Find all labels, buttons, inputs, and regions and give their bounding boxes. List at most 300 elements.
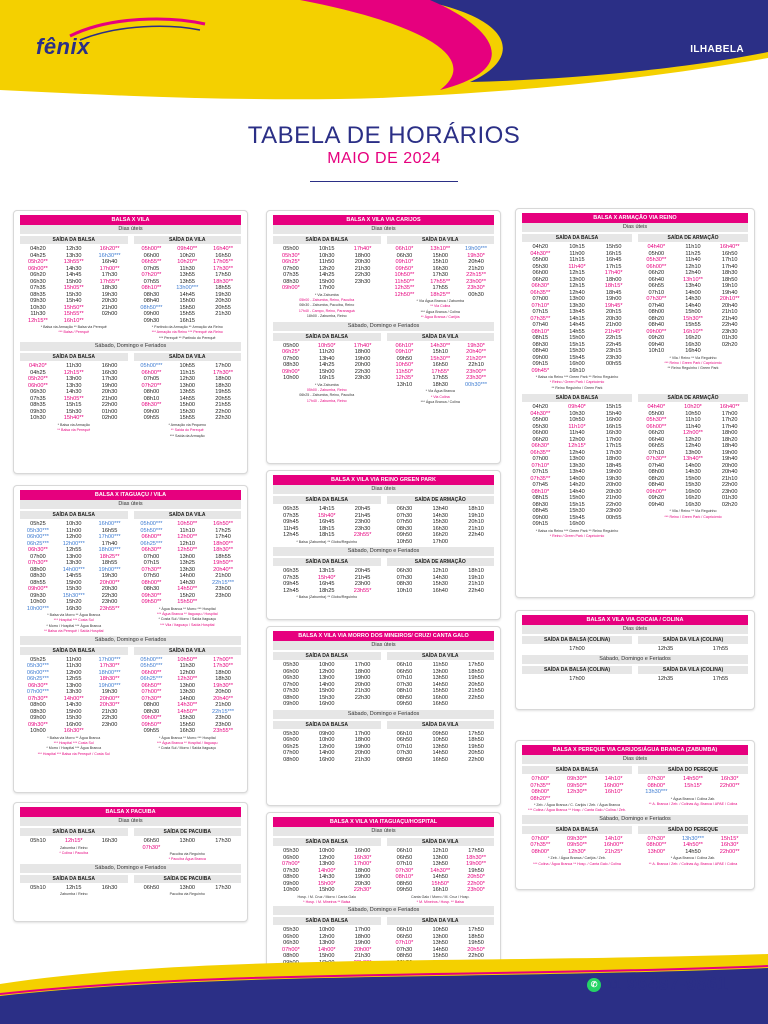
departure-time: 08h00 [143, 389, 160, 396]
departure-time: 14h30** [177, 702, 198, 709]
card-balsa-itaguacu-vila [13, 485, 248, 793]
departure-time: 07h35** [530, 475, 551, 482]
departure-time: 09h50** [567, 782, 587, 789]
departure-time: 16h00*** [98, 521, 121, 527]
departure-time: 16h30 [101, 838, 118, 844]
departure-time: 14h50 [432, 681, 449, 688]
departure-time: 10h50** [177, 521, 198, 527]
departure-time: 15h50 [432, 953, 449, 960]
time-grid [387, 506, 495, 545]
departure-time: 18h00 [354, 867, 371, 874]
departure-time: 04h25 [30, 369, 46, 376]
departure-time: 06h00** [141, 534, 162, 540]
departure-time: 10h00 [283, 887, 299, 893]
departure-time: 13h00 [179, 553, 196, 560]
departure-time: 12h10 [179, 540, 196, 547]
departure-time: 16h00 [569, 521, 585, 528]
schedule-day-type: Dias úteis [273, 485, 494, 494]
departure-time: 16h00 [354, 848, 371, 854]
schedule-column [638, 766, 748, 813]
column-title: SAÍDA DA BALSA [273, 838, 381, 846]
departure-time: 10h00 [283, 375, 299, 382]
departure-time: 13h30 [179, 689, 196, 696]
schedule-footnote: ** Saída do Perequê [170, 428, 204, 433]
departure-time: 06h00** [646, 263, 667, 270]
departure-time: 09h30 [30, 298, 46, 304]
schedule-footnote: *** Água Branca / Colina [420, 309, 460, 314]
departure-time: 08h10* [531, 328, 550, 335]
departure-time: 07h30** [27, 695, 48, 702]
departure-time: 06h30* [531, 283, 550, 289]
departure-time: 06h00 [283, 737, 299, 743]
departure-time: 09h00 [143, 408, 160, 415]
departure-time: 15h30 [685, 482, 701, 489]
departure-time: 07h35** [530, 842, 551, 849]
departure-time: 14h30 [432, 574, 449, 581]
departure-time: 19h00*** [98, 682, 121, 689]
schedule-footnote: * Balsa via Reino *** Green Park ** Reino Reguinho [535, 528, 619, 533]
schedule-section [516, 634, 754, 655]
departure-time: 05h30*** [26, 663, 49, 670]
departure-time: 06h55 [648, 443, 665, 450]
departure-time: 16h40** [213, 246, 234, 252]
departure-time: 10h15 [569, 244, 585, 250]
departure-time: 06h25*** [26, 676, 49, 683]
departure-time: 19h30 [101, 291, 118, 298]
departure-time: 07h30* [647, 835, 666, 842]
departure-time: 13h00 [432, 668, 449, 675]
card-balsa-vila-reino-green-park [266, 470, 501, 620]
departure-time: 11h45 [283, 525, 299, 532]
departure-time: 12h10 [685, 263, 701, 270]
departure-time: 17h30 [432, 272, 449, 278]
departure-time: 13h40 [318, 355, 335, 362]
departure-time: 18h00 [354, 252, 371, 259]
schedule-footnote: *** Hospital *** Costa Sul [53, 741, 94, 746]
schedule-footnote: * Balsa via Morro ** Água Branca [47, 735, 101, 740]
departure-time: 14h50 [432, 750, 449, 756]
column-title: SAÍDA DE PACUIBA [134, 875, 242, 883]
schedule-section [14, 826, 247, 864]
departure-time: 11h10* [568, 423, 586, 430]
departure-time: 08h30 [143, 291, 160, 298]
departure-time: 08h40 [648, 322, 665, 328]
departure-time: 08h00 [283, 756, 299, 763]
departure-time: 07h50 [396, 519, 413, 525]
schedule-footnote: *** Perequê ** Partindo do Perequê [158, 335, 216, 340]
departure-time: 15h15 [605, 404, 622, 411]
schedule-footnote: Hosp. / M. Cruz / Morro / Canta Galo [297, 894, 357, 899]
departure-time: 21h40 [721, 315, 738, 322]
departure-time: 17h00 [605, 436, 622, 443]
departure-time: 23h55** [99, 605, 120, 612]
schedule-footnote: * Pacuíba Água Branca [168, 857, 206, 862]
departure-time: 12h20 [318, 265, 335, 272]
phone-number: 96497-9861 [626, 974, 728, 994]
schedule-column [273, 652, 381, 708]
schedule-footnote: * Balsa via Armação [57, 422, 90, 427]
schedule-day-type: Sábado, Domingo e Feriados [20, 342, 241, 351]
departure-time: 06h00 [283, 933, 299, 940]
departure-time: 20h10 [468, 519, 484, 525]
departure-time: 16h10** [683, 328, 703, 335]
departure-time: 15h15* [684, 782, 702, 789]
departure-time [345, 285, 381, 292]
departure-time: 18h00*** [98, 669, 121, 676]
departure-time: 20h30 [605, 315, 622, 322]
departure-time: 20h15 [605, 309, 622, 315]
column-title: SAÍDA DA BALSA [273, 558, 381, 566]
departure-time: 13h00 [179, 682, 196, 689]
card-title: BALSA X VILA VIA CARIJOS [273, 215, 494, 225]
whatsapp-icon: ✆ [587, 978, 601, 992]
departure-time: 17h55* [431, 368, 450, 375]
departure-time: 07h00 [30, 553, 46, 560]
departure-time: 11h25 [685, 250, 701, 257]
departure-time: 12h15* [568, 443, 586, 450]
departure-time: 18h55 [215, 285, 231, 291]
departure-time: 12h00 [65, 669, 82, 676]
departure-time: 15h50 [432, 688, 449, 694]
departure-time: 06h20 [648, 430, 665, 437]
departure-time: 12h00 [318, 933, 335, 940]
departure-time: 15h30 [65, 586, 82, 592]
departure-time: 08h45 [532, 508, 549, 515]
departure-time: 07h30 [396, 946, 413, 953]
departure-time: 21h45 [354, 512, 371, 519]
schedule-section [14, 351, 247, 440]
column-title: SAÍDA DA VILA [134, 236, 242, 244]
departure-time: 05h30 [532, 423, 549, 430]
departure-time: 15h50 [179, 304, 196, 311]
departure-time: 14h45 [179, 291, 196, 298]
departure-time: 17h55 [432, 375, 449, 382]
schedule-footnote: * Via Água Branca [425, 389, 455, 394]
departure-time: 20h40 [721, 302, 738, 309]
departure-time: 19h50 [468, 675, 484, 681]
departure-time: 13h00 [318, 675, 335, 681]
departure-time: 13h55 [179, 389, 196, 396]
departure-time: 16h00 [65, 721, 82, 728]
departure-time: 19h00** [466, 861, 487, 867]
schedule-footnote: * Zeb. / Água Branca / C. Carijós / Zeb. / Água Branca [533, 803, 621, 807]
departure-time: 07h40 [648, 462, 665, 469]
departure-time: 11h30 [179, 663, 195, 670]
card-title: BALSA X ITAGUAÇU / VILA [20, 490, 241, 500]
departure-time: 07h10 [396, 743, 413, 750]
departure-time: 16h40** [719, 244, 740, 250]
departure-time: 07h20** [141, 382, 162, 389]
departure-time: 07h00* [282, 861, 300, 867]
departure-time: 17h00*** [98, 534, 121, 540]
departure-time: 15h55 [179, 311, 196, 317]
departure-time: 00h30 [468, 291, 484, 298]
departure-time: 04h25 [30, 252, 46, 259]
phone-area-code: 11 [607, 977, 621, 992]
departure-time: 11h10 [685, 244, 701, 250]
departure-time: 08h30 [283, 278, 299, 285]
departure-time: 16h30* [720, 776, 739, 782]
time-grid [20, 885, 128, 892]
departure-time: 10h30 [569, 410, 585, 417]
schedule-footnote: Canta Galo / Morro / M. Cruz / Hosp. [410, 894, 470, 899]
schedule-column [522, 394, 632, 538]
departure-time: 14h20 [569, 482, 585, 489]
column-title: SAÍDA DA BALSA [273, 721, 381, 729]
departure-time: 06h00** [27, 382, 48, 389]
schedule-footnote: * Água Branca / Colina Zab. [670, 796, 716, 801]
departure-time: 15h45 [569, 514, 585, 521]
departure-time: 06h30 [283, 675, 299, 681]
departure-time: 13h40 [569, 469, 585, 476]
schedule-section [267, 494, 500, 547]
departure-time: 22h30 [101, 715, 118, 722]
schedule-day-type: Dias úteis [522, 223, 748, 232]
departure-time: 20h00** [99, 579, 120, 586]
time-grid [387, 731, 495, 764]
time-grid [522, 776, 632, 802]
departure-time: 13h50 [432, 940, 449, 947]
departure-time: 18h25 [318, 587, 335, 594]
page-title: TABELA DE HORÁRIOS [247, 122, 521, 149]
schedule-column [387, 496, 495, 545]
departure-time: 18h00 [354, 668, 371, 675]
departure-time: 07h30 [283, 688, 299, 694]
departure-time: 09h20 [648, 495, 665, 502]
departure-time: 23h00 [215, 721, 231, 728]
column-title: SAÍDA DE ARMAÇÃO [387, 496, 495, 504]
departure-time: 07h50 [143, 573, 160, 579]
time-grid [273, 506, 381, 539]
departure-time: 19h00 [354, 355, 371, 362]
departure-time: 19h00 [721, 449, 738, 456]
departure-time: 05h50*** [140, 663, 163, 670]
departure-time: 17h55 [432, 285, 449, 291]
departure-time: 15h30 [569, 508, 585, 515]
departure-time [92, 728, 128, 735]
column-title: SAÍDA DA BALSA [20, 511, 128, 519]
departure-time: 20h00 [354, 750, 371, 756]
departure-time: 18h30 [101, 285, 118, 291]
departure-time: 15h40 [605, 410, 622, 417]
departure-time: 07h00* [531, 835, 550, 842]
departure-time: 21h30 [354, 265, 371, 272]
departure-time: 19h00 [354, 940, 371, 947]
departure-time: 16h30 [685, 341, 701, 348]
departure-time: 08h00 [648, 469, 665, 476]
departure-time: 12h50** [177, 547, 198, 553]
departure-time: 09h40* [568, 404, 586, 411]
departure-time: 16h00 [318, 701, 335, 707]
departure-time: 21h25* [604, 848, 623, 855]
departure-time: 06h30 [30, 389, 46, 396]
departure-time: 07h30 [396, 681, 413, 688]
departure-time: 06h40 [648, 436, 665, 443]
departure-time: 20h30 [354, 259, 371, 265]
departure-time: 08h30 [396, 525, 413, 532]
departure-time: 06h00 [532, 430, 549, 437]
departure-time: 07h30* [395, 867, 414, 874]
departure-time: 14h50 [685, 848, 701, 855]
departure-time: 17h40 [215, 534, 231, 540]
departure-time: 18h30** [213, 278, 234, 285]
departure-time: 07h05 [143, 265, 160, 272]
card-title: BALSA X PEREQUE VIA CARIJOS/ÁGUA BRANCA (ZABUMBA) [522, 745, 748, 755]
departure-time: 14h30 [65, 389, 82, 396]
schedule-footnote: * Balsa via Armação ** Balsa via Perequê [40, 325, 107, 329]
departure-time: 08h10* [531, 488, 550, 495]
departure-time: 20h00 [721, 462, 738, 469]
departure-time: 06h35 [283, 506, 299, 512]
departure-time: 12h15** [63, 369, 84, 376]
departure-time: 18h40 [721, 443, 738, 450]
departure-time: 19h00*** [98, 566, 121, 573]
departure-time: 22h40 [721, 322, 738, 328]
departure-time [559, 796, 596, 803]
schedule-column [638, 234, 748, 390]
departure-time: 07h30** [141, 695, 162, 702]
column-title: SAÍDA DA BALSA [20, 236, 128, 244]
departure-time: 06h00** [141, 369, 162, 376]
schedule-day-type: Sábado, Domingo e Feriados [522, 815, 748, 824]
departure-time: 06h25*** [140, 676, 163, 683]
departure-time: 08h30 [143, 708, 160, 715]
departure-time: 21h30 [354, 953, 371, 960]
departure-time: 16h10 [569, 367, 585, 374]
departure-time: 12h10 [432, 568, 449, 574]
schedule-section [14, 873, 247, 899]
departure-time: 20h10** [719, 296, 740, 302]
departure-time: 14h50** [177, 586, 198, 592]
departure-time: 14h30 [432, 512, 449, 519]
schedule-footnote: * M. Mineiros / Hosp. ** Balsa [416, 899, 464, 904]
time-grid [134, 246, 242, 324]
card-title: BALSA X VILA VIA COCAIA / COLINA [522, 615, 748, 625]
departure-time: 14h40 [685, 302, 701, 309]
departure-time: 14h00*** [62, 566, 85, 573]
departure-time: 07h00*** [26, 689, 49, 696]
departure-time: 21h10 [468, 581, 484, 587]
schedule-footnote: ** Balsa via Perequê [57, 428, 91, 433]
column-title: SAÍDA DA BALSA (COLINA) [522, 636, 632, 644]
column-title: SAÍDA DA VILA [387, 721, 495, 729]
column-title: SAÍDA DA BALSA [273, 652, 381, 660]
departure-time: 17h55** [99, 278, 120, 285]
departure-time: 16h55 [101, 527, 118, 534]
departure-time [595, 796, 632, 803]
departure-time: 22h15*** [212, 579, 235, 586]
whatsapp-contact[interactable] [587, 974, 728, 995]
column-title: SAÍDA DA BALSA [522, 826, 632, 834]
departure-time: 12h00*** [62, 540, 85, 547]
departure-time: 16h50 [721, 250, 738, 257]
departure-time: 08h00 [648, 309, 665, 315]
departure-time: 13h25 [179, 560, 196, 566]
column-title: SAÍDA DA BALSA [273, 333, 381, 341]
departure-time: 17h15 [605, 443, 622, 450]
departure-time: 01h30 [721, 335, 738, 341]
schedule-footnote: * Costa Sul / Morro / Saída Itaguaçu [158, 617, 217, 622]
departure-time: 13h00* [647, 848, 666, 855]
departure-time: 06h00 [283, 668, 299, 675]
departure-time: 19h00 [354, 874, 371, 880]
departure-time: 16h00 [605, 417, 622, 424]
departure-time: 15h15 [569, 501, 585, 508]
departure-time: 13h00 [179, 884, 196, 891]
departure-time: 20h50* [467, 874, 485, 880]
departure-time: 21h30 [354, 688, 371, 694]
departure-time: 09h00* [282, 285, 300, 291]
departure-time: 19h10 [468, 512, 484, 519]
departure-time: 21h45* [604, 328, 623, 335]
departure-time: 17h30** [99, 663, 120, 670]
schedule-footnote: Pacuíba via Reguinho [169, 852, 205, 856]
departure-time: 16h15 [179, 317, 196, 324]
departure-time: 23h00 [215, 592, 231, 599]
departure-time: 16h45 [318, 519, 335, 525]
departure-time: 15h45 [569, 354, 585, 361]
schedule-footnote: 18h00 - Zabumba, Reino [306, 314, 347, 319]
departure-time: 06h30 [396, 568, 413, 574]
title-divider [310, 181, 458, 182]
departure-time: 04h40* [647, 244, 666, 250]
departure-time: 06h30** [27, 547, 48, 553]
schedule-section [14, 234, 247, 342]
departure-time: 11h15 [569, 257, 585, 263]
departure-time: 21h10 [468, 525, 484, 532]
departure-time: 14h00 [685, 462, 701, 469]
time-grid [522, 404, 632, 528]
time-grid [134, 521, 242, 606]
schedule-footnote: ** A. Branca / Zeb. / Colinas Ag. Branca / APAE / Colina [648, 861, 738, 866]
departure-time: 14h10* [604, 776, 623, 782]
departure-time: 15h15* [720, 835, 739, 842]
time-grid [522, 836, 632, 856]
brand-swoosh-icon [60, 16, 210, 46]
departure-time: 07h35 [30, 395, 46, 402]
departure-time: 17h15 [605, 263, 622, 270]
departure-time: 06h25*** [26, 540, 49, 547]
schedule-footnote: * Reino / Green Park / Capricórnio [549, 534, 605, 539]
departure-time: 13h50 [432, 743, 449, 750]
departure-time: 06h25* [282, 259, 300, 265]
departure-time: 07h45 [532, 482, 549, 489]
schedule-column [20, 875, 128, 897]
departure-time: 23h00 [215, 586, 231, 592]
departure-time: 07h30 [396, 574, 413, 581]
departure-time: 14h25 [318, 272, 335, 278]
departure-time: 09h15 [532, 521, 549, 528]
departure-time: 07h10 [648, 449, 665, 456]
schedule-column [387, 236, 495, 320]
time-grid [522, 646, 632, 653]
departure-time: 10h10 [648, 348, 665, 354]
departure-time [595, 521, 632, 528]
departure-time: 06h35** [530, 289, 551, 296]
departure-time: 02h00 [101, 311, 118, 317]
schedule-footnote: * Via Zabumba [314, 292, 339, 297]
departure-time: 23h55* [353, 532, 372, 538]
schedule-column [134, 511, 242, 634]
departure-time: 15h00 [318, 368, 335, 375]
departure-time: 07h00 [283, 355, 299, 362]
departure-time: 06h20 [648, 270, 665, 276]
departure-time: 14h15 [569, 315, 585, 322]
departure-time: 22h30 [215, 415, 231, 422]
departure-time: 09h00** [141, 715, 162, 722]
departure-time: 23h15 [605, 348, 622, 354]
time-grid [20, 838, 128, 845]
